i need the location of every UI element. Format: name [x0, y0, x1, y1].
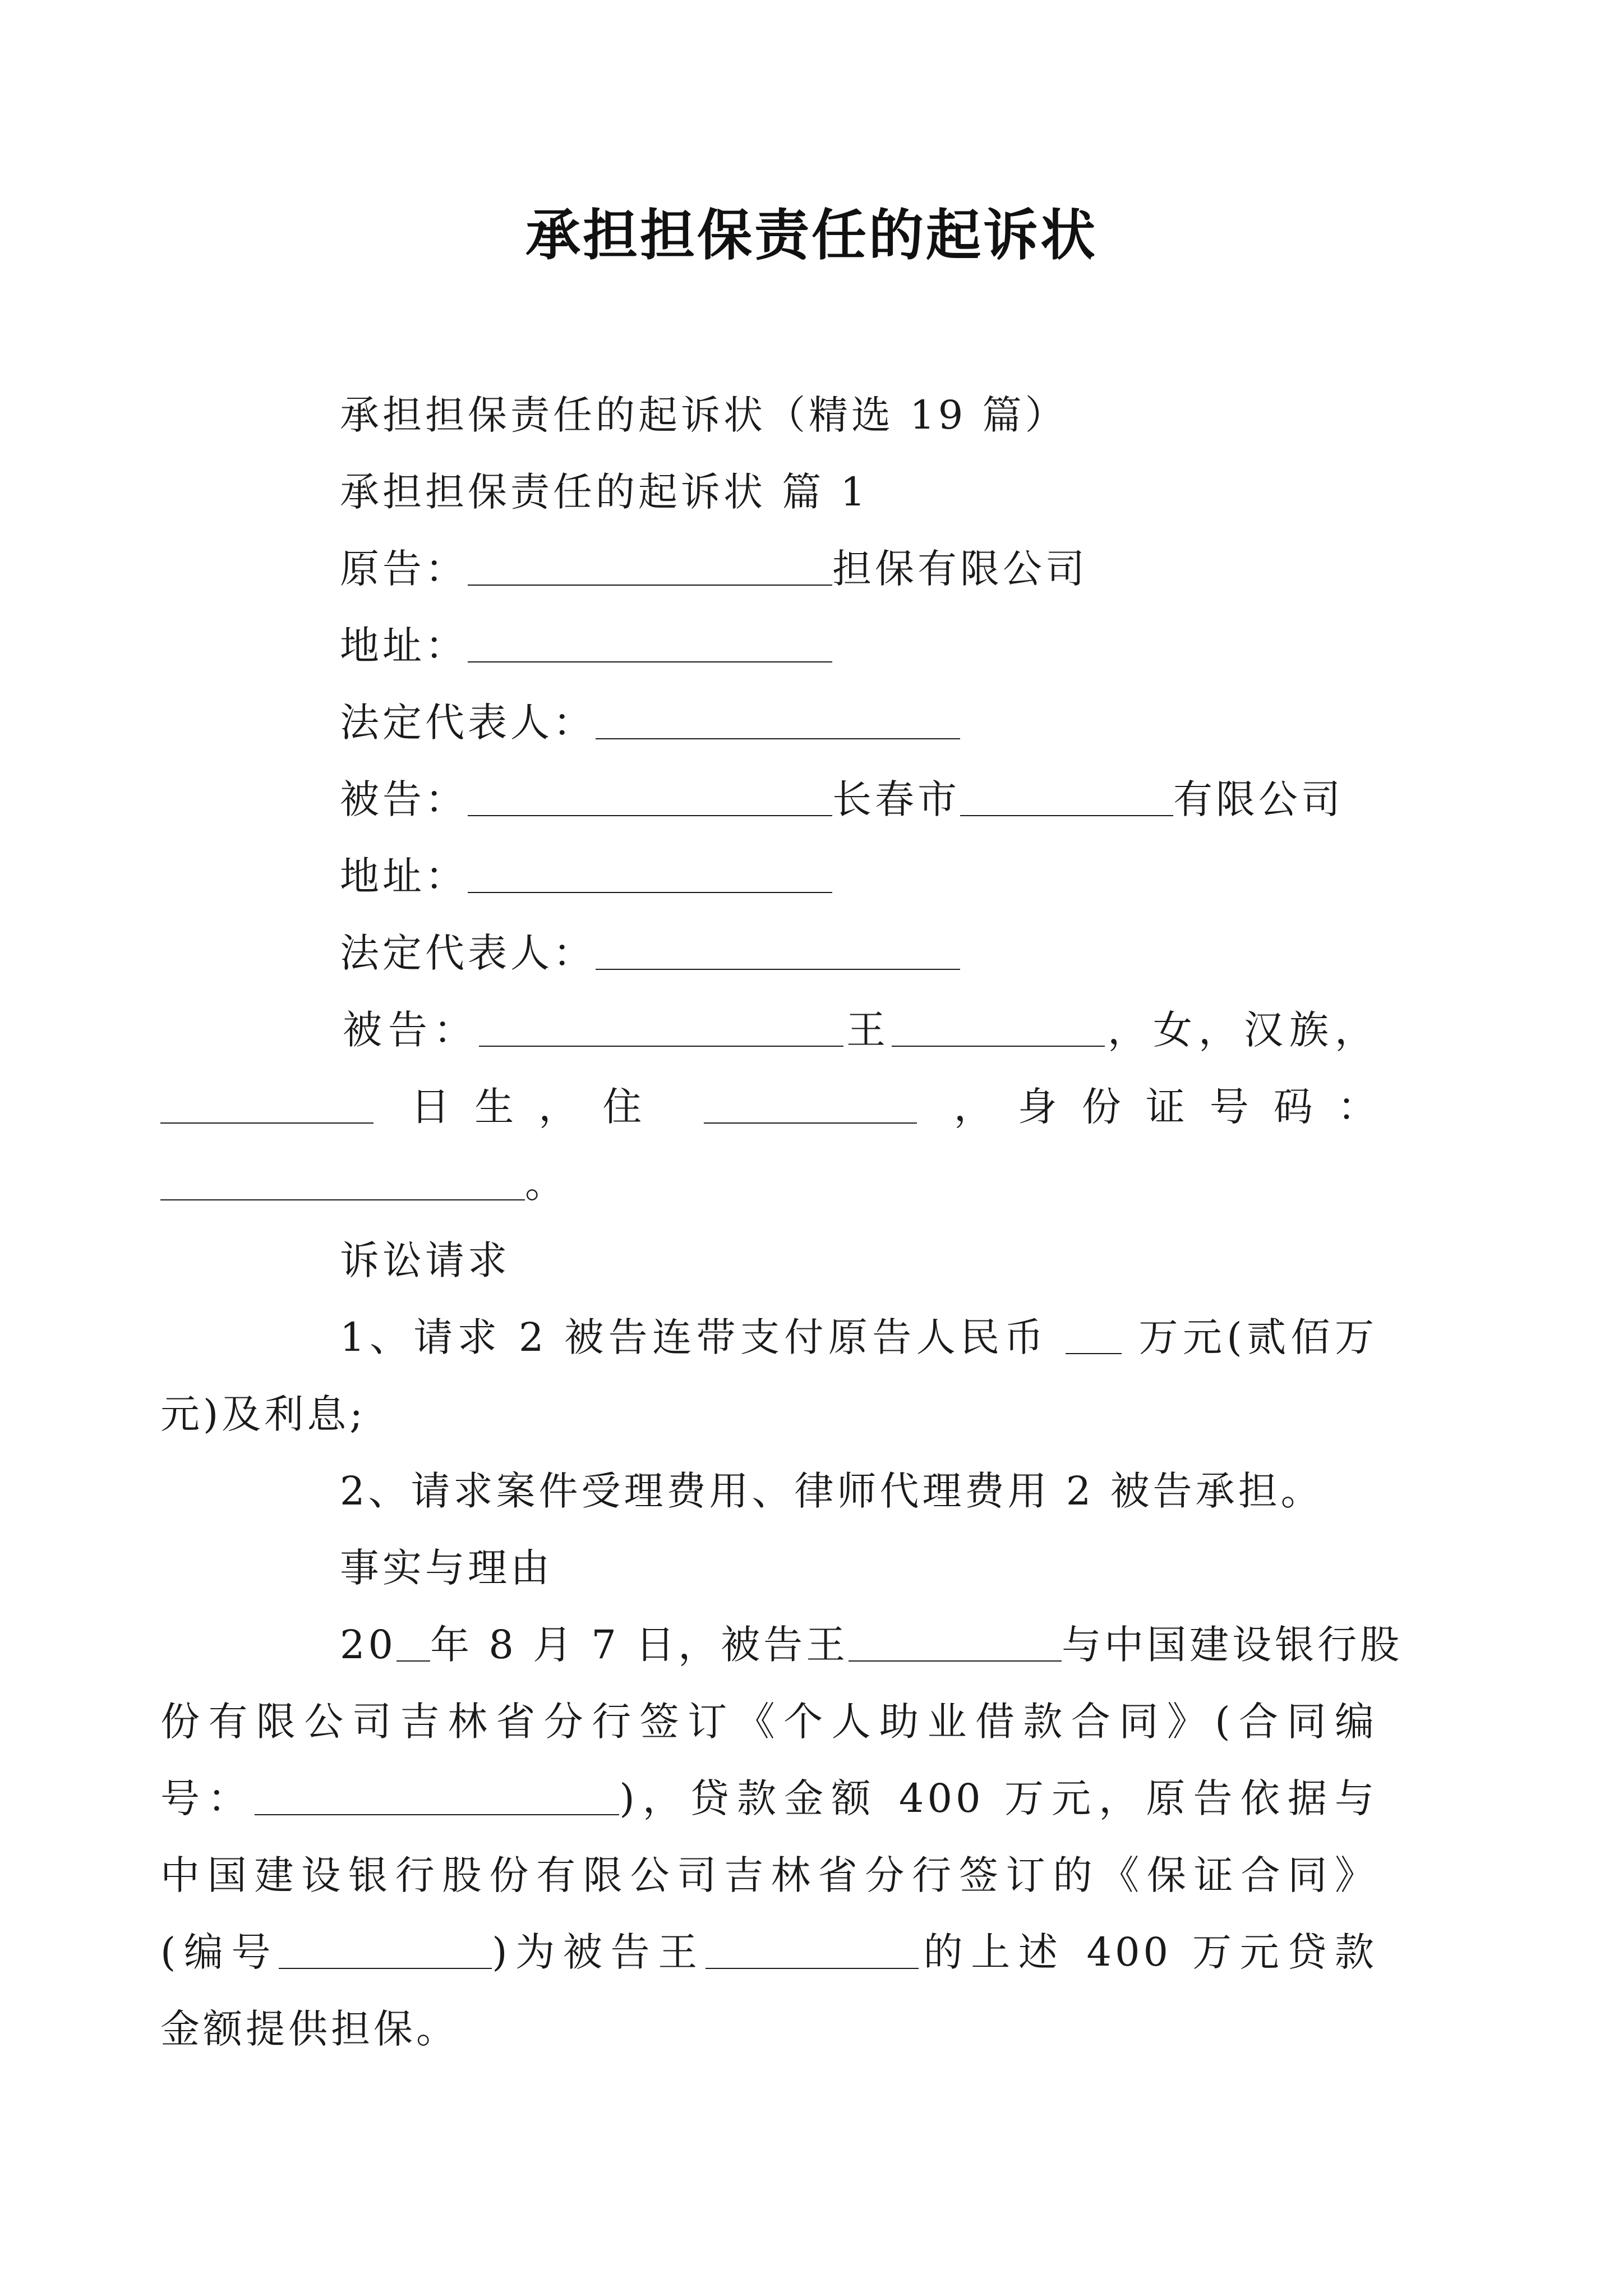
plaintiff-suffix: 担保有限公司: [832, 546, 1088, 592]
plaintiff-label: 原告：: [340, 546, 468, 592]
defendant2-details: ，女，汉族，: [1105, 1007, 1377, 1053]
facts-line-2: 份有限公司吉林省分行签订《个人助业借款合同》(合同编: [160, 1699, 1377, 1745]
plaintiff-rep-blank: [596, 701, 960, 739]
facts-heading: 事实与理由: [340, 1545, 553, 1591]
facts-line-5: [160, 1914, 1377, 1991]
defendant2-blank: [479, 1009, 843, 1047]
defendant1-label: 被告：: [340, 776, 468, 822]
facts-line-1: [160, 1607, 1403, 1683]
id-number-blank: [160, 1162, 525, 1200]
facts-year-prefix: 20: [340, 1622, 397, 1668]
facts-date: 年 8 月 7 日，被告王: [430, 1622, 849, 1668]
claim-1-amount-blank: [1066, 1316, 1122, 1354]
defendant2-label: 被告：: [340, 1007, 479, 1053]
defendant2-id-label: ，身份证号码：: [953, 1084, 1401, 1130]
claim-item-1: [160, 1299, 1377, 1376]
defendant1-rep-label: 法定代表人：: [340, 930, 596, 976]
defendant2-birth-line: [160, 1069, 1401, 1145]
defendant1-company-blank: [960, 778, 1173, 816]
facts-line-6: 金额提供担保。: [160, 2006, 459, 2052]
facts-line-4: 中国建设银行股份有限公司吉林省分行签订的《保证合同》: [160, 1852, 1377, 1898]
defendant2-end: 。: [525, 1161, 568, 1207]
claim-1-text: 1、请求 2 被告连带支付原告人民币: [340, 1314, 1049, 1360]
claims-heading: 诉讼请求: [340, 1237, 510, 1283]
guarantee-number-blank: [279, 1931, 492, 1969]
facts-loan-amount: 的上述 400 万元贷款: [918, 1929, 1377, 1975]
birth-date-blank: [160, 1085, 374, 1124]
defendant1-rep-blank: [596, 932, 960, 970]
plaintiff-line: [250, 531, 1377, 608]
defendant1-address-blank: [468, 855, 832, 893]
facts-contract-no-label: 号：: [160, 1775, 255, 1821]
claim-item-1-cont: 元)及利息;: [160, 1391, 366, 1437]
plaintiff-name-blank: [468, 547, 832, 586]
document-title: 承担担保责任的起诉状: [525, 204, 1098, 268]
defendant2-line: [160, 992, 1377, 1069]
plaintiff-address-line: [250, 608, 1377, 684]
defendant1-city: 长春市: [832, 776, 960, 822]
defendant1-suffix: 有限公司: [1173, 776, 1344, 822]
borrower-name-blank: [849, 1623, 1062, 1662]
residence-blank: [704, 1085, 917, 1124]
defendant1-line: [250, 761, 1377, 838]
plaintiff-address-label: 地址：: [340, 623, 468, 669]
defendant1-blank: [468, 778, 832, 816]
plaintiff-rep-label: 法定代表人：: [340, 700, 596, 746]
claim-1-unit: 万元(贰佰万: [1138, 1314, 1377, 1360]
plaintiff-address-blank: [468, 624, 832, 662]
defendant1-rep-line: [250, 915, 1377, 992]
subtitle: 承担担保责任的起诉状（精选 19 篇）: [340, 392, 1068, 438]
defendant1-address-label: 地址：: [340, 853, 468, 899]
contract-number-blank: [255, 1777, 619, 1815]
year-blank: [396, 1623, 430, 1662]
defendant2-name-prefix: 王: [843, 1007, 892, 1053]
section-heading: 承担担保责任的起诉状 篇 1: [340, 469, 869, 515]
plaintiff-rep-line: [250, 684, 1377, 761]
guarantee-name-blank: [706, 1931, 919, 1969]
facts-line-3: [160, 1760, 1377, 1837]
facts-guarantee-no-label: (编号: [160, 1929, 279, 1975]
document-body: [160, 377, 1403, 2068]
defendant1-address-line: [250, 838, 1377, 915]
facts-guarantee: )为被告王: [492, 1929, 706, 1975]
facts-bank: 与中国建设银行股: [1062, 1622, 1403, 1668]
defendant2-name-blank: [892, 1009, 1105, 1047]
defendant2-born: 日生，住: [411, 1084, 667, 1130]
defendant2-id-line: [160, 1145, 1377, 1222]
facts-loan: )，贷款金额 400 万元，原告依据与: [619, 1775, 1378, 1821]
claim-item-2: 2、请求案件受理费用、律师代理费用 2 被告承担。: [340, 1468, 1324, 1514]
